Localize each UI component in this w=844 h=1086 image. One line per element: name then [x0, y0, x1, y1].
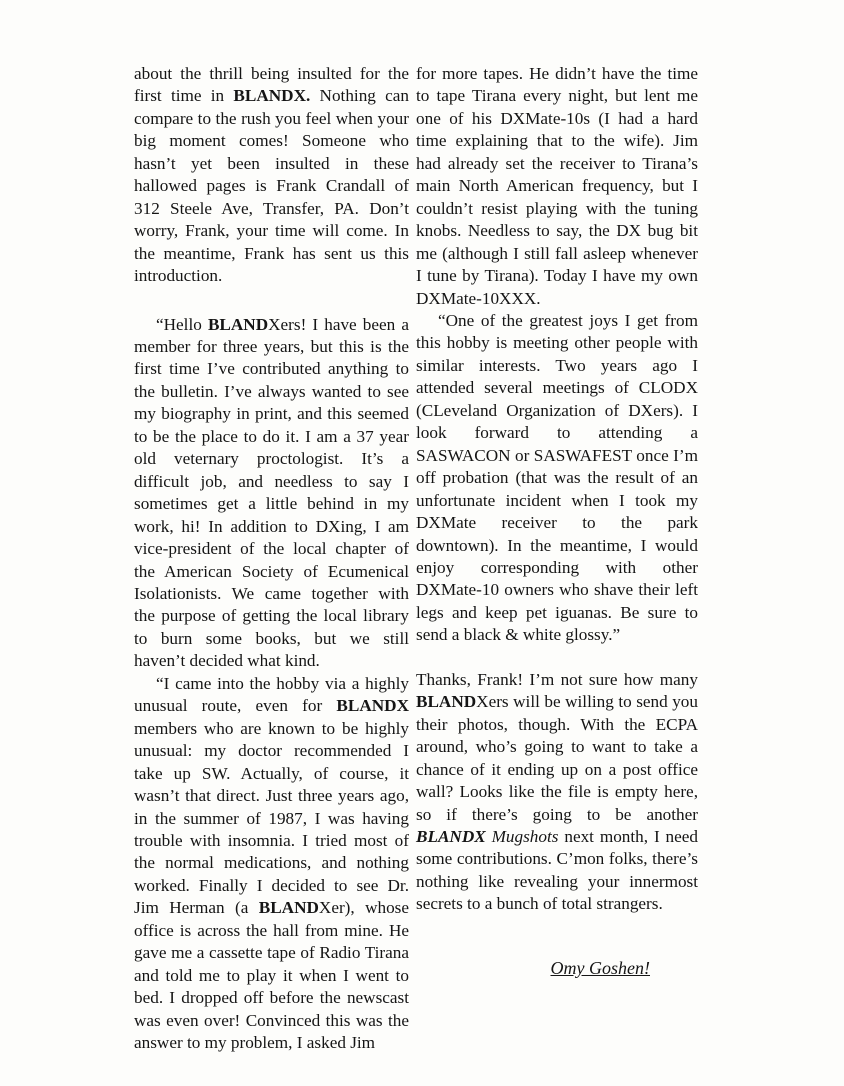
bold-text: BLANDX: [336, 696, 409, 716]
text-run: Xer), whose office is across the hall from mine. He gave me a cassette tape of Radio Tirana and told me to play it when I went to bed. I dropped off before the newscast was even over! Convinced this was the answer to my problem, I asked Jim: [134, 898, 410, 1053]
text-run: for more tapes. He didn’t have the time to tape Tirana every night, but lent me one of his DXMate-10s (I had a hard time explaining that to the wife). Jim had already set the receiver to Tirana’s main North American frequency, but I couldn’t resist playing with the tuning knobs. Needless to say, the DX bug bit me (although I still fall asleep whenever I tune by Tirana). Today I have my own DXMate-10XXX.: [416, 64, 698, 308]
text-run: about the thrill being insulted for the first time in: [134, 64, 409, 106]
bold-text: BLANDX.: [233, 86, 311, 106]
text-run: Xers will be willing to send you their photos, though. With the ECPA around, who’s going to want to take a chance of it ending up on a post office wall? Looks like the file is empty here, so if there’s going to be another: [416, 692, 698, 824]
paragraph-hello: [134, 314, 409, 673]
text-run: next month, I need some contributions. C’mon folks, there’s nothing like revealing your innermost secrets to a bunch of total strangers.: [416, 826, 699, 914]
paragraph-intro: [134, 63, 409, 288]
bold-text: BLAND: [416, 692, 477, 712]
right-column: [416, 63, 698, 979]
paragraph-hobby-route: [134, 673, 409, 1055]
paragraph-greatest-joys: [416, 310, 698, 647]
text-run: “One of the greatest joys I get from this hobby is meeting other people with similar interests. Two years ago I attended several meetings of CLODX (CLeveland Organization of DXers). I look forward to attending a SASWACON or SASWAFEST once I’m off probation (that was the result of an unfortunate incident when I took my DXMate receiver to the park downtown). In the meantime, I would enjoy corresponding with other DXMate-10 owners who shave their left legs and keep pet iguanas. Be sure to send a black & white glossy.”: [416, 310, 698, 645]
text-run: members who are known to be highly unusual: my doctor recommended I take up SW. Actually, of course, it wasn’t that direct. Just three years ago, in the summer of 1987, I was having trouble with insomnia. I tried most of the normal medications, and nothing worked. Finally I decided to see Dr. Jim Herman (a: [134, 718, 409, 918]
paragraph-tapes: [416, 63, 698, 310]
signature: Omy Goshen!: [550, 957, 650, 978]
left-column: [134, 63, 409, 1054]
bold-text: BLANDX: [416, 826, 486, 846]
text-run: “Hello: [156, 314, 208, 334]
text-run: “I came into the hobby via a highly unusual route, even for: [134, 673, 409, 716]
bold-text: BLAND: [207, 314, 269, 334]
italic-text: Mugshots: [491, 826, 559, 846]
bold-text: BLAND: [258, 898, 319, 918]
text-run: Thanks, Frank! I’m not sure how many: [416, 669, 698, 689]
text-run: Nothing can compare to the rush you feel when your big moment comes! Someone who hasn’t yet been insulted in these hallowed pages is Frank Crandall of 312 Steele Ave, Transfer, PA. Don’t worry, Frank, your time will come. In the meantime, Frank has sent us this introduction.: [134, 86, 409, 286]
paragraph-thanks: [416, 669, 698, 916]
text-run: Xers! I have been a member for three years, but this is the first time I’ve contributed anything to the bulletin. I’ve always wanted to see my biography in print, and this seemed to be the place to do it. I am a 37 year old veternary proctologist. It’s a difficult job, and needless to say I sometimes get a little behind in my work, hi! In addition to DXing, I am vice-president of the local chapter of the American Society of Ecumenical Isolationists. We came together with the purpose of getting the local library to burn some books, but we still haven’t decided what kind.: [134, 314, 409, 671]
